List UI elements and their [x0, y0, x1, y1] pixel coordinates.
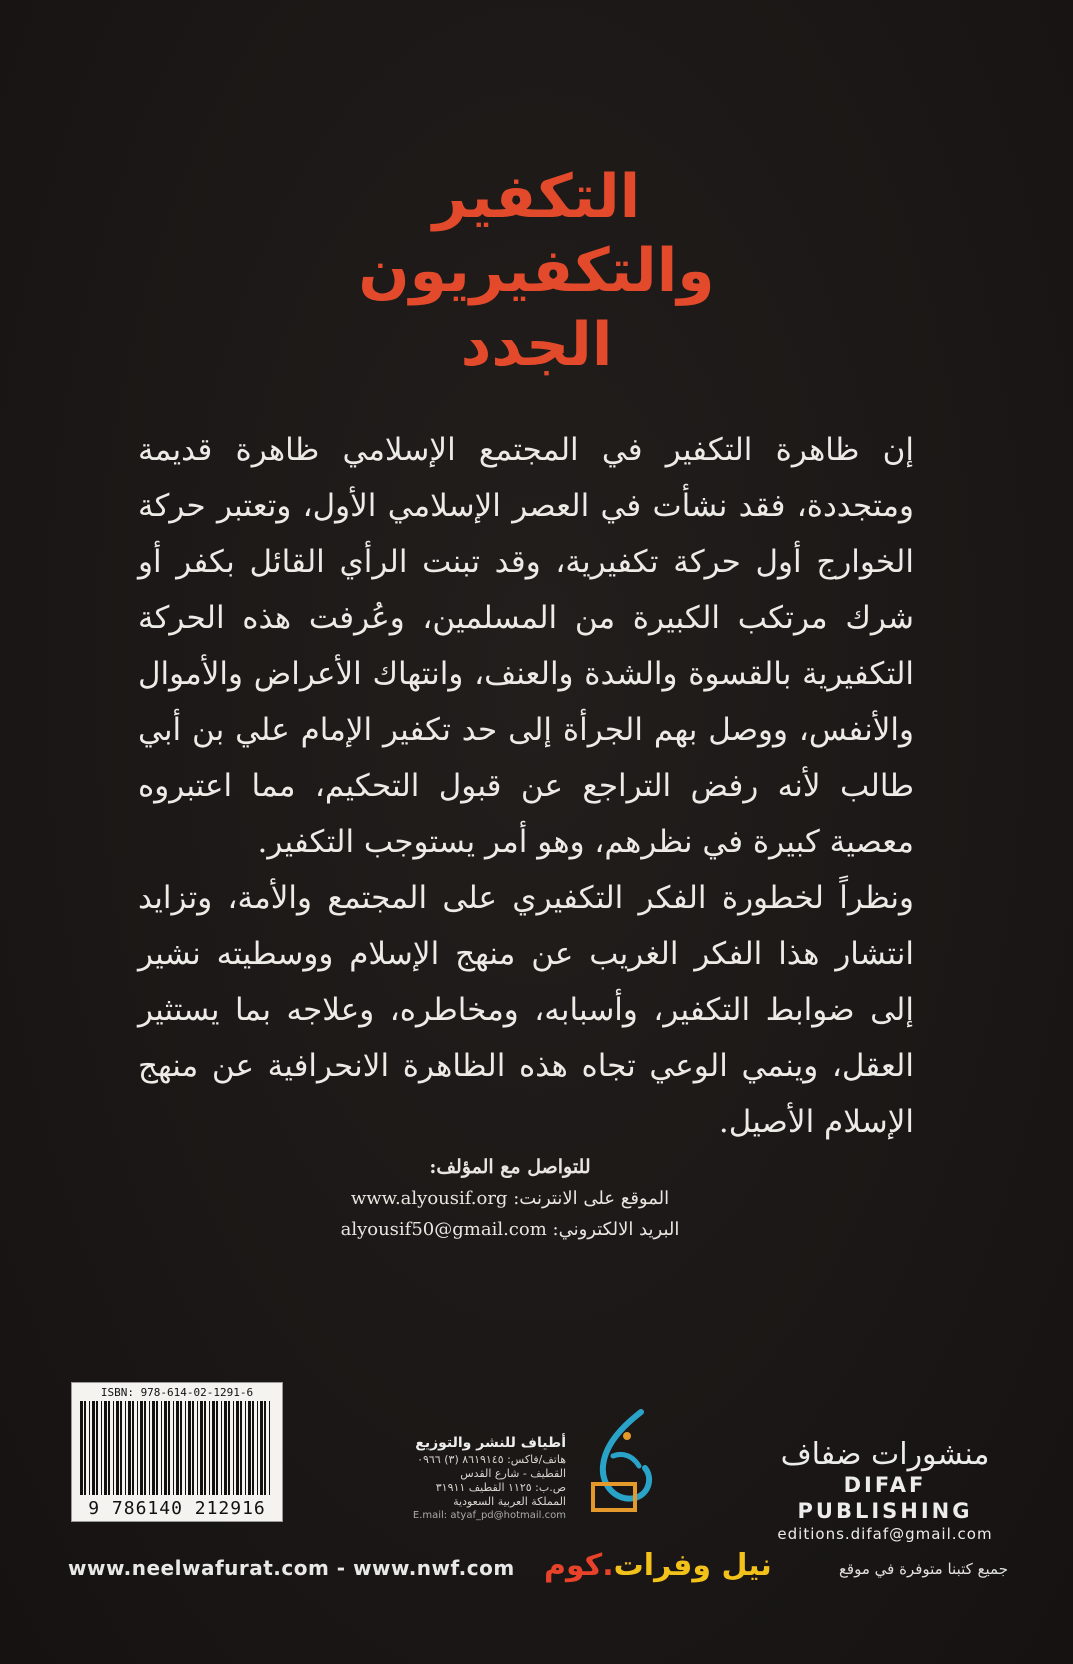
blurb	[138, 422, 914, 1150]
difaf-email: editions.difaf@gmail.com	[777, 1525, 993, 1543]
author-contact	[300, 1156, 720, 1250]
isbn-barcode	[71, 1382, 283, 1522]
atyaf-publisher-info	[376, 1436, 566, 1523]
footer-urls[interactable]: www.neelwafurat.com - www.nwf.com	[68, 1556, 515, 1580]
website-link[interactable]: www.alyousif.org	[350, 1188, 508, 1209]
email-label: البريد الالكتروني:	[552, 1219, 680, 1240]
title-line-1: التكفير	[432, 162, 641, 232]
atyaf-logo-icon	[583, 1406, 663, 1516]
contact-email-line	[300, 1219, 720, 1240]
atyaf-country: المملكة العربية السعودية	[453, 1495, 566, 1508]
atyaf-email: E.mail: atyaf_pd@hotmail.com	[412, 1510, 566, 1521]
atyaf-name: أطياف للنشر والتوزيع	[415, 1435, 566, 1451]
brand-name: نيل وفرات	[613, 1548, 772, 1583]
contact-website-line	[300, 1188, 720, 1209]
footer-bar	[68, 1548, 1008, 1588]
neelwafurat-brand	[544, 1548, 772, 1583]
website-label: الموقع على الانترنت:	[513, 1188, 670, 1209]
title-line-3: الجدد	[460, 310, 613, 380]
availability-note: جميع كتبنا متوفرة في موقع	[838, 1560, 1008, 1578]
contact-heading: للتواصل مع المؤلف:	[429, 1156, 591, 1178]
blurb-paragraph-2: ونظراً لخطورة الفكر التكفيري على المجتمع والأمة، وتزايد انتشار هذا الفكر الغريب عن منهج الإسلام ووسطيته نشير إلى ضوابط التكفير، وأسبابه، ومخاطره، وعلاجه بما يستثير العقل، وينمي الوعي تجاه هذه الظاهرة الانحرافية عن منهج الإسلام الأصيل.	[138, 880, 914, 1140]
book-title	[0, 160, 1073, 382]
barcode-bars	[80, 1401, 274, 1495]
brand-dot: .	[602, 1548, 614, 1583]
blurb-paragraph-1: إن ظاهرة التكفير في المجتمع الإسلامي ظاهرة قديمة ومتجددة، فقد نشأت في العصر الإسلامي الأول، وتعتبر حركة الخوارج أول حركة تكفيرية، وقد تبنت الرأي القائل بكفر أو شرك مرتكب الكبيرة من المسلمين، وعُرفت هذه الحركة التكفيرية بالقسوة والشدة والعنف، وانتهاك الأعراض والأموال والأنفس، ووصل بهم الجرأة إلى حد تكفير الإمام علي بن أبي طالب لأنه رفض التراجع عن قبول التحكيم، مما اعتبروه معصية كبيرة في نظرهم، وهو أمر يستوجب التكفير.	[138, 432, 914, 860]
difaf-publisher	[760, 1438, 1010, 1544]
brand-tld: كوم	[544, 1548, 603, 1583]
email-link[interactable]: alyousif50@gmail.com	[340, 1219, 547, 1240]
atyaf-street: القطيف - شارع القدس	[460, 1467, 566, 1480]
difaf-english: DIFAF PUBLISHING	[797, 1473, 973, 1523]
title-line-2: والتكفيريون	[358, 236, 715, 306]
difaf-arabic: منشورات ضفاف	[780, 1437, 990, 1472]
atyaf-phone: هاتف/فاكس: ٨٦١٩١٤٥ (٣) ٠٩٦٦	[417, 1453, 566, 1466]
barcode-digits: 9 786140 212916	[88, 1498, 266, 1519]
isbn-text: ISBN: 978-614-02-1291-6	[100, 1386, 254, 1399]
atyaf-pobox: ص.ب: ١١٢٥ القطيف ٣١٩١١	[435, 1481, 566, 1494]
